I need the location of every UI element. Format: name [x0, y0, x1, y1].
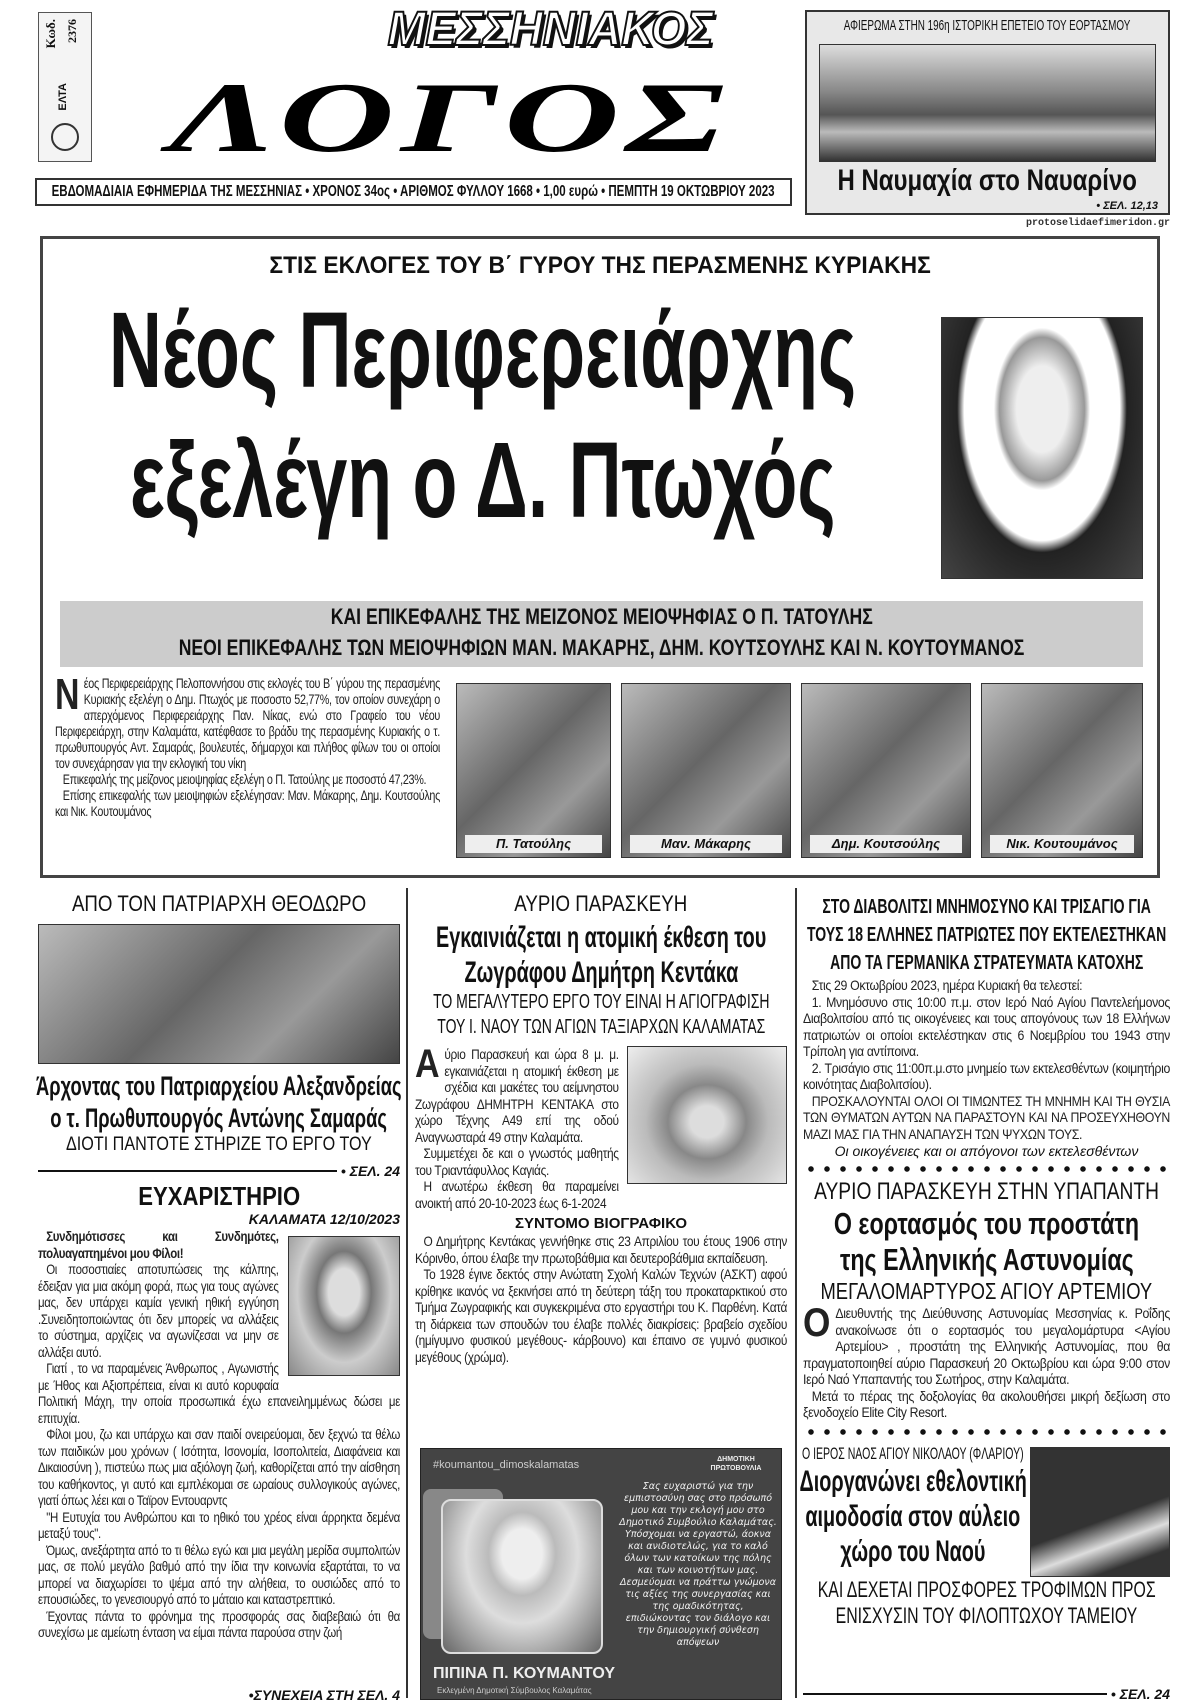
ad-role: Εκλεγμένη Δημοτική Σύμβουλος Καλαμάτας [437, 1686, 592, 1695]
ad-name: ΠΙΠΙΝΑ Π. ΚΟΥΜΑΝΤΟΥ [433, 1665, 616, 1682]
ad-logo: ΔΗΜΟΤΙΚΗ ΠΡΩΤΟΒΟΥΛΙΑ [710, 1456, 762, 1472]
lead-kicker: ΣΤΙΣ ΕΚΛΟΓΕΣ ΤΟΥ Β΄ ΓΥΡΟΥ ΤΗΣ ΠΕΡΑΣΜΕΝΗΣ ΚΥΡΙΑΚΗΣ [269, 252, 931, 279]
continued-ref: •ΣΥΝΕΧΕΙΑ ΣΤΗ ΣΕΛ. 4 [248, 1687, 400, 1703]
memorial-text: Στις 29 Οκτωβρίου 2023, ημέρα Κυριακή θα τελεστεί: 1. Μνημόσυνο στις 10:00 π.μ. στον Ιερό Ναό Αγίου Παντελεήμονος Διαβολιτσίου από τις οικογένειες και τους απογόνους των 18 Ελλήνων πατριωτών οι οποίοι εκτελέστηκαν στις 6 Νοεμβρίου του 1943 στην Τρίπολη για αντίποινα. 2. Τρισάγιο στις 11:00π.μ.στο μνημείο των εκτελεσθέντων (κοιμητήριο κοινότητας Διαβολιτσίου). ΠΡΟΣΚΑΛΟΥΝΤΑΙ ΟΛΟΙ ΟΙ ΤΙΜΩΝΤΕΣ ΤΗ ΜΝΗΜΗ ΚΑΙ ΤΗ ΘΥΣΙΑ ΤΩΝ ΘΥΜΑΤΩΝ ΑΥΤΩΝ ΝΑ ΠΑΡΑΣΤΟΥΝ ΚΑΙ ΝΑ ΠΡΟΣΕΥΧΗΘΟΥΝ ΜΑΖΙ ΜΑΣ ΓΙΑ ΤΗΝ ΑΝΑΠΑΥΣΗ ΤΩΝ ΨΥΧΩΝ ΤΟΥΣ. [803, 977, 1170, 1142]
blood-sub-2: ΕΝΙΣΧΥΣΙΝ ΤΟΥ ΦΙΛΟΠΤΩΧΟΥ ΤΑΜΕΙΟΥ [835, 1602, 1138, 1628]
thanks-date: ΚΑΛΑΜΑΤΑ 12/10/2023 [248, 1211, 400, 1227]
exhibit-kicker: ΑΥΡΙΟ ΠΑΡΑΣΚΕΥΗ [514, 891, 688, 916]
lead-headline-1: Νέος Περιφερειάρχης [109, 289, 857, 410]
exhibit-text: Α ύριο Παρασκευή και ώρα 8 μ. μ. εγκαινιάζεται η ατομική έκθεση με σχέδια και μακέτες του αείμνηστου Ζωγράφου ΔΗΜΗΤΡΗ ΚΕΝΤΑΚΑ στο χώρο Τέχνης Α49 επί της οδού Αναγνωσταρά 49 στην Καλαμάτα. Συμμετέχει δε και ο γνωστός μαθητής του Τριαντάφυλλος Καγιάς. Η ανωτέρω έκθεση θα παραμείνει ανοικτή από 20-10-2023 έως 6-1-2024 [415, 1046, 787, 1211]
lead-sub-2: ΝΕΟΙ ΕΠΙΚΕΦΑΛΗΣ ΤΩΝ ΜΕΙΟΨΗΦΙΩΝ ΜΑΝ. ΜΑΚΑΡΗΣ, ΔΗΜ. ΚΟΥΤΣΟΥΛΗΣ ΚΑΙ Ν. ΚΟΥΤΟΥΜΑΝΟΣ [178, 635, 1025, 660]
drop-cap: Α [415, 1042, 440, 1086]
ad-handle: #koumantou_dimoskalamatas [433, 1459, 580, 1471]
police-sub: ΜΕΓΑΛΟΜΑΡΤΥΡΟΣ ΑΓΙΟΥ ΑΡΤΕΜΙΟΥ [820, 1278, 1153, 1304]
page-ref-row [38, 1162, 400, 1179]
lead-article-area [55, 670, 441, 819]
blood-kicker: Ο ΙΕΡΟΣ ΝΑΟΣ ΑΓΙΟΥ ΝΙΚΟΛΑΟΥ (ΦΛΑΡΙΟΥ) [802, 1443, 1024, 1463]
bio-title: ΣΥΝΤΟΜΟ ΒΙΟΓΡΑΦΙΚΟ [514, 1215, 688, 1232]
exhibit-section [415, 1042, 787, 1211]
candidate-photo-koutoumanos [981, 683, 1143, 858]
lead-article: Ν έος Περιφερειάρχης Πελοποννήσου στις εκλογές του Β΄ γύρου της περασμένης Κυριακής εξελέγη ο Δημ. Πτωχός με ποσοστο 52,77%, τον οποίον συνεχάρη ο απερχόμενος Περιφερειάρχης Παν. Νίκας, ενώ στο Γραφείο του νέου Περιφερειάρχη, στην Καλαμάτα, κατέφθασε το βράδυ της περασμένης Κυριακής ο τ. πρωθυπουργός Αντ. Σαμαράς, βουλευτές, δήμαρχοι και πλήθος φίλων του οι οποίοι τον συνεχάρησαν για την εκλογική του νίκη Επικεφαλής της μείζονος μειοψηφίας εξελέγη ο Π. Τατούλης με ποσοστό 47,23%. Επίσης επικεφαλής των μειοψηφιών εξελέγησαν: Μαν. Μάκαρης, Δημ. Κουτσούλης και Νικ. Κουτουμάνος [55, 670, 441, 819]
patriarch-headline-1: Άρχοντας του Πατριαρχείου Αλεξανδρείας [36, 1071, 402, 1101]
column-3 [799, 893, 1170, 1703]
drop-cap: Ν [55, 670, 80, 719]
memorial-head-2: ΤΟΥΣ 18 ΕΛΛΗΝΕΣ ΠΑΤΡΙΩΤΕΣ ΠΟΥ ΕΚΤΕΛΕΣΤΗΚΑΝ [806, 924, 1167, 946]
patriarch-photo [38, 924, 400, 1064]
feature-box[interactable] [805, 10, 1170, 215]
lead-sub-1: ΚΑΙ ΕΠΙΚΕΦΑΛΗΣ ΤΗΣ ΜΕΙΖΟΝΟΣ ΜΕΙΟΨΗΦΙΑΣ Ο Π. ΤΑΤΟΥΛΗΣ [330, 604, 873, 629]
caption: Π. Τατούλης [465, 835, 602, 853]
page-ref: • ΣΕΛ. 24 [1110, 1685, 1170, 1702]
postal-stamp-box [38, 12, 92, 162]
police-head-1: Ο εορτασμός του προστάτη [833, 1206, 1140, 1241]
feature-kicker: ΑΦΙΕΡΩΜΑ ΣΤΗΝ 196η ΙΣΤΟΡΙΚΗ ΕΠΕΤΕΙΟ ΤΟΥ ΕΟΡΤΑΣΜΟΥ [844, 17, 1131, 34]
memorial-head-1: ΣΤΟ ΔΙΑΒΟΛΙΤΣΙ ΜΝΗΜΟΣΥΝΟ ΚΑΙ ΤΡΙΣΑΓΙΟ ΓΙΑ [822, 896, 1151, 918]
float-spacer [619, 1046, 787, 1190]
ptochos-photo [941, 317, 1143, 579]
divider [803, 1693, 1107, 1695]
police-text: Ο Διευθυντής της Διεύθυνσης Αστυνομίας Μεσσηνίας κ. Ροΐδης ανακοίνωσε ότι ο εορτασμός του μεγαλομάρτυρα <Αγίου Αρτεμίου> , προστάτη της Ελληνικής Αστυνομίας, που θα πραγματοποιηθεί αύριο Παρασκευή 20 Οκτωβρίου και ώρα 9:00 στον Ιερό Ναό Υπαπαντής του Σωτήρος, στην Καλαμάτα. Μετά το πέρας της δοξολογίας θα ακολουθήσει μικρή δεξίωση στο ξενοδοχείο Elite City Resort. [803, 1301, 1170, 1420]
page-ref-row [803, 1685, 1170, 1702]
candidate-photo-makaris [621, 683, 791, 858]
candidate-photo-tatoulis [456, 683, 611, 858]
police-kicker: ΑΥΡΙΟ ΠΑΡΑΣΚΕΥΗ ΣΤΗΝ ΥΠΑΠΑΝΤΗ [814, 1178, 1159, 1205]
masthead-info-bar: ΕΒΔΟΜΑΔΙΑΙΑ ΕΦΗΜΕΡΙΔΑ ΤΗΣ ΜΕΣΣΗΝΙΑΣ • ΧΡΟΝΟΣ 34ος • ΑΡΙΘΜΟΣ ΦΥΛΛΟΥ 1668 • 1,00 ευρώ • ΠΕΜΠΤΗ 19 ΟΚΤΩΒΡΙΟΥ 2023 [35, 178, 792, 206]
candidate-photo-koutsoulis [801, 683, 971, 858]
naval-battle-image [819, 44, 1156, 162]
memorial-head-3: ΑΠΟ ΤΑ ΓΕΡΜΑΝΙΚΑ ΣΤΡΑΤΕΥΜΑΤΑ ΚΑΤΟΧΗΣ [829, 952, 1144, 974]
exhibit-headline-1: Εγκαινιάζεται η ατομική έκθεση του [435, 921, 767, 954]
dotted-divider [803, 1428, 1170, 1436]
ad-photo [441, 1499, 603, 1654]
caption: Νικ. Κουτουμάνος [990, 835, 1134, 853]
masthead-title: ΛΟΓΟΣ [169, 62, 731, 173]
page-ref: • ΣΕΛ. 24 [340, 1162, 400, 1179]
postal-code: 2376 [65, 19, 79, 43]
blood-head-2: αιμοδοσία στον αύλειο [805, 1499, 1021, 1533]
blood-head-1: Διοργανώνει εθελοντική [799, 1464, 1027, 1498]
thanks-title: ΕΥΧΑΡΙΣΤΗΡΙΟ [138, 1181, 300, 1211]
lead-story-box[interactable] [40, 236, 1160, 878]
patriarch-sub: ΔΙΟΤΙ ΠΑΝΤΟΤΕ ΣΤΗΡΙΖΕ ΤΟ ΕΡΓΟ ΤΟΥ [66, 1134, 372, 1155]
caption: Δημ. Κουτσούλης [810, 835, 962, 853]
memorial-signature: Οι οικογένειες και οι απόγονοι των εκτελεσθέντων [834, 1143, 1139, 1159]
blood-head-3: χώρο του Ναού [840, 1534, 986, 1568]
ad-quote: Σας ευχαριστώ για την εμπιστοσύνη σας στο πρόσωπό μου και την εκλογή μου στο Δημοτικό Συμβούλιο Καλαμάτας. Υπόσχομαι να εργαστώ, άοκνα και ανιδιοτελώς, για το καλό όλων των κατοίκων της πόλης και των κοινοτήτων μας. Δεσμεύομαι να πράττω γνώμονα τις αξίες της συνεργασίας και της ομαδικότητας, επιδιώκοντας τον διάλογο και την δημιουργική σύνθεση απόψεων [619, 1481, 777, 1648]
column-divider [406, 888, 408, 1698]
float-spacer [279, 1228, 400, 1382]
thanks-text: Συνδημότισσες και Συνδημότες, πολυαγαπημένοι μου Φίλοι! Οι ποσοστιαίες αποτυπώσεις της κάλπης, έδειξαν για μια ακόμη φορά, πως για τους αγώνες μας, δεν υπάρχει καμία γενική ηθική εγγύηση .Συνειδητοποιώντας ότι δεν μπορείς να αλλάξεις το σύστημα, αρχίζεις να αγωνίζεσαι να μην σε αλλάξει αυτό. Γιατί , το να παραμένεις Άνθρωπος , Αγωνιστής με Ήθος και Αξιοπρέπεια, είναι κι αυτό κορυφαία Πολιτική Μάχη, την οποία προσωπικά έχω επανειλημμένως δώσει με επιτυχία. Φίλοι μου, ζω και υπάρχω και σαν παιδί ονειρεύομαι, δεν ξεχνώ τα θέλω των παιδικών μου χρόνων ( Ισότητα, Ισονομία, Ισοπολιτεία, Διαφάνεια και Δικαιοσύνη ), πιστεύω πως μια αξιόλογη ζωή, καθορίζεται από την αίσθηση του καθήκοντος, γι αυτό και εμπλέκομαι σε ωραίους συλλογικούς αγώνες, γιατί όπως λέει και ο Ταϊρον Εντουαρντς "Η Ευτυχία του Ανθρώπου και το ηθικό του χρέος είναι άρρηκτα δεμένα μεταξύ τους". Όμως, ανεξάρτητα από το τι θέλω εγώ και μια μεγάλη μερίδα συμπολιτών μας, σε πολύ μεγάλο βαθμό από την ίδια την κοινωνία εξαρτάται, το να μπορεί να διαχωρίσει το ψέμα από την αλήθεια, το ουσιώδες από το επουσιώδες, το γενεσιουργό από το μάταιο και καταστρεπτικό. Έχοντας πάντα το φρόνημα της προσφοράς σας διαβεβαιώ ότι θα συνεχίσω με αμείωτη ένταση να είμαι πάντα παρούσα στην ζωή [38, 1228, 400, 1640]
column-1 [38, 888, 400, 1703]
koumantou-ad[interactable] [420, 1448, 782, 1700]
postal-code-label: Κωδ. [43, 19, 58, 49]
lead-headline-2: εξελέγη ο Δ. Πτωχός [130, 419, 836, 540]
thanks-section [38, 1228, 400, 1641]
bio-text: Ο Δημήτρης Κεντάκας γεννήθηκε στις 23 Απριλίου του έτους 1906 στην Κόρινθο, όπου έλαβε την πρωτοβάθμια και δευτεροβάθμια εκπαίδευση. Το 1928 έγινε δεκτός στην Ανώτατη Σχολή Καλών Τεχνών (ΑΣΚΤ) αφού κρίθηκε ικανός να ξεκινήσει από τη δεύτερη τάξη του προκαταρκτικού στο Τμήμα Ζωγραφικής και συγκεκριμένα στο εργαστήρι του Κ. Παρθένη. Κατά τη διάρκεια των σπουδών του έλαβε πολλές διακρίσεις: βραβείο σχεδίου (ημίγυμνο φυσικού μεγέθους- κάρβουνο) και έπαινο σε γυμνό φυσικού μεγέθους (χρώμα). [415, 1233, 787, 1365]
patriarch-headline-2: ο τ. Πρωθυπουργός Αντώνης Σαμαράς [50, 1103, 388, 1133]
feature-title: Η Ναυμαχία στο Ναυαρίνο [837, 164, 1138, 197]
exhibit-headline-2: Ζωγράφου Δημήτρη Κεντάκα [464, 956, 738, 989]
elta-logo-icon: ΕΛΤΑ [57, 83, 69, 111]
column-2 [415, 888, 787, 1703]
feature-page-ref: • ΣΕΛ. 12,13 [1096, 200, 1158, 212]
column-divider [795, 888, 797, 1698]
exhibit-sub-2: ΤΟΥ Ι. ΝΑΟΥ ΤΩΝ ΑΓΙΩΝ ΤΑΞΙΑΡΧΩΝ ΚΑΛΑΜΑΤΑΣ [437, 1016, 765, 1038]
drop-cap: Ο [803, 1301, 831, 1345]
watermark: protoselidaefimeridon.gr [1026, 218, 1171, 229]
divider [38, 1170, 337, 1172]
patriarch-kicker: ΑΠΟ ΤΟΝ ΠΑΤΡΙΑΡΧΗ ΘΕΟΔΩΡΟ [71, 891, 367, 916]
exhibit-sub-1: ΤΟ ΜΕΓΑΛΥΤΕΡΟ ΕΡΓΟ ΤΟΥ ΕΙΝΑΙ Η ΑΓΙΟΓΡΑΦΙΣΗ [432, 991, 770, 1013]
lead-subheads-band [60, 601, 1143, 667]
masthead-top-word: ΜΕΣΣΗΝΙΑΚΟΣ [387, 3, 713, 56]
caption: Μαν. Μάκαρης [630, 835, 782, 853]
police-head-2: της Ελληνικής Αστυνομίας [839, 1242, 1134, 1277]
blood-donation-poster [1030, 1447, 1170, 1577]
blood-sub-1: ΚΑΙ ΔΕΧΕΤΑΙ ΠΡΟΣΦΟΡΕΣ ΤΡΟΦΙΜΩΝ ΠΡΟΣ [817, 1576, 1156, 1602]
seal-icon [51, 123, 79, 151]
dotted-divider [803, 1165, 1170, 1173]
